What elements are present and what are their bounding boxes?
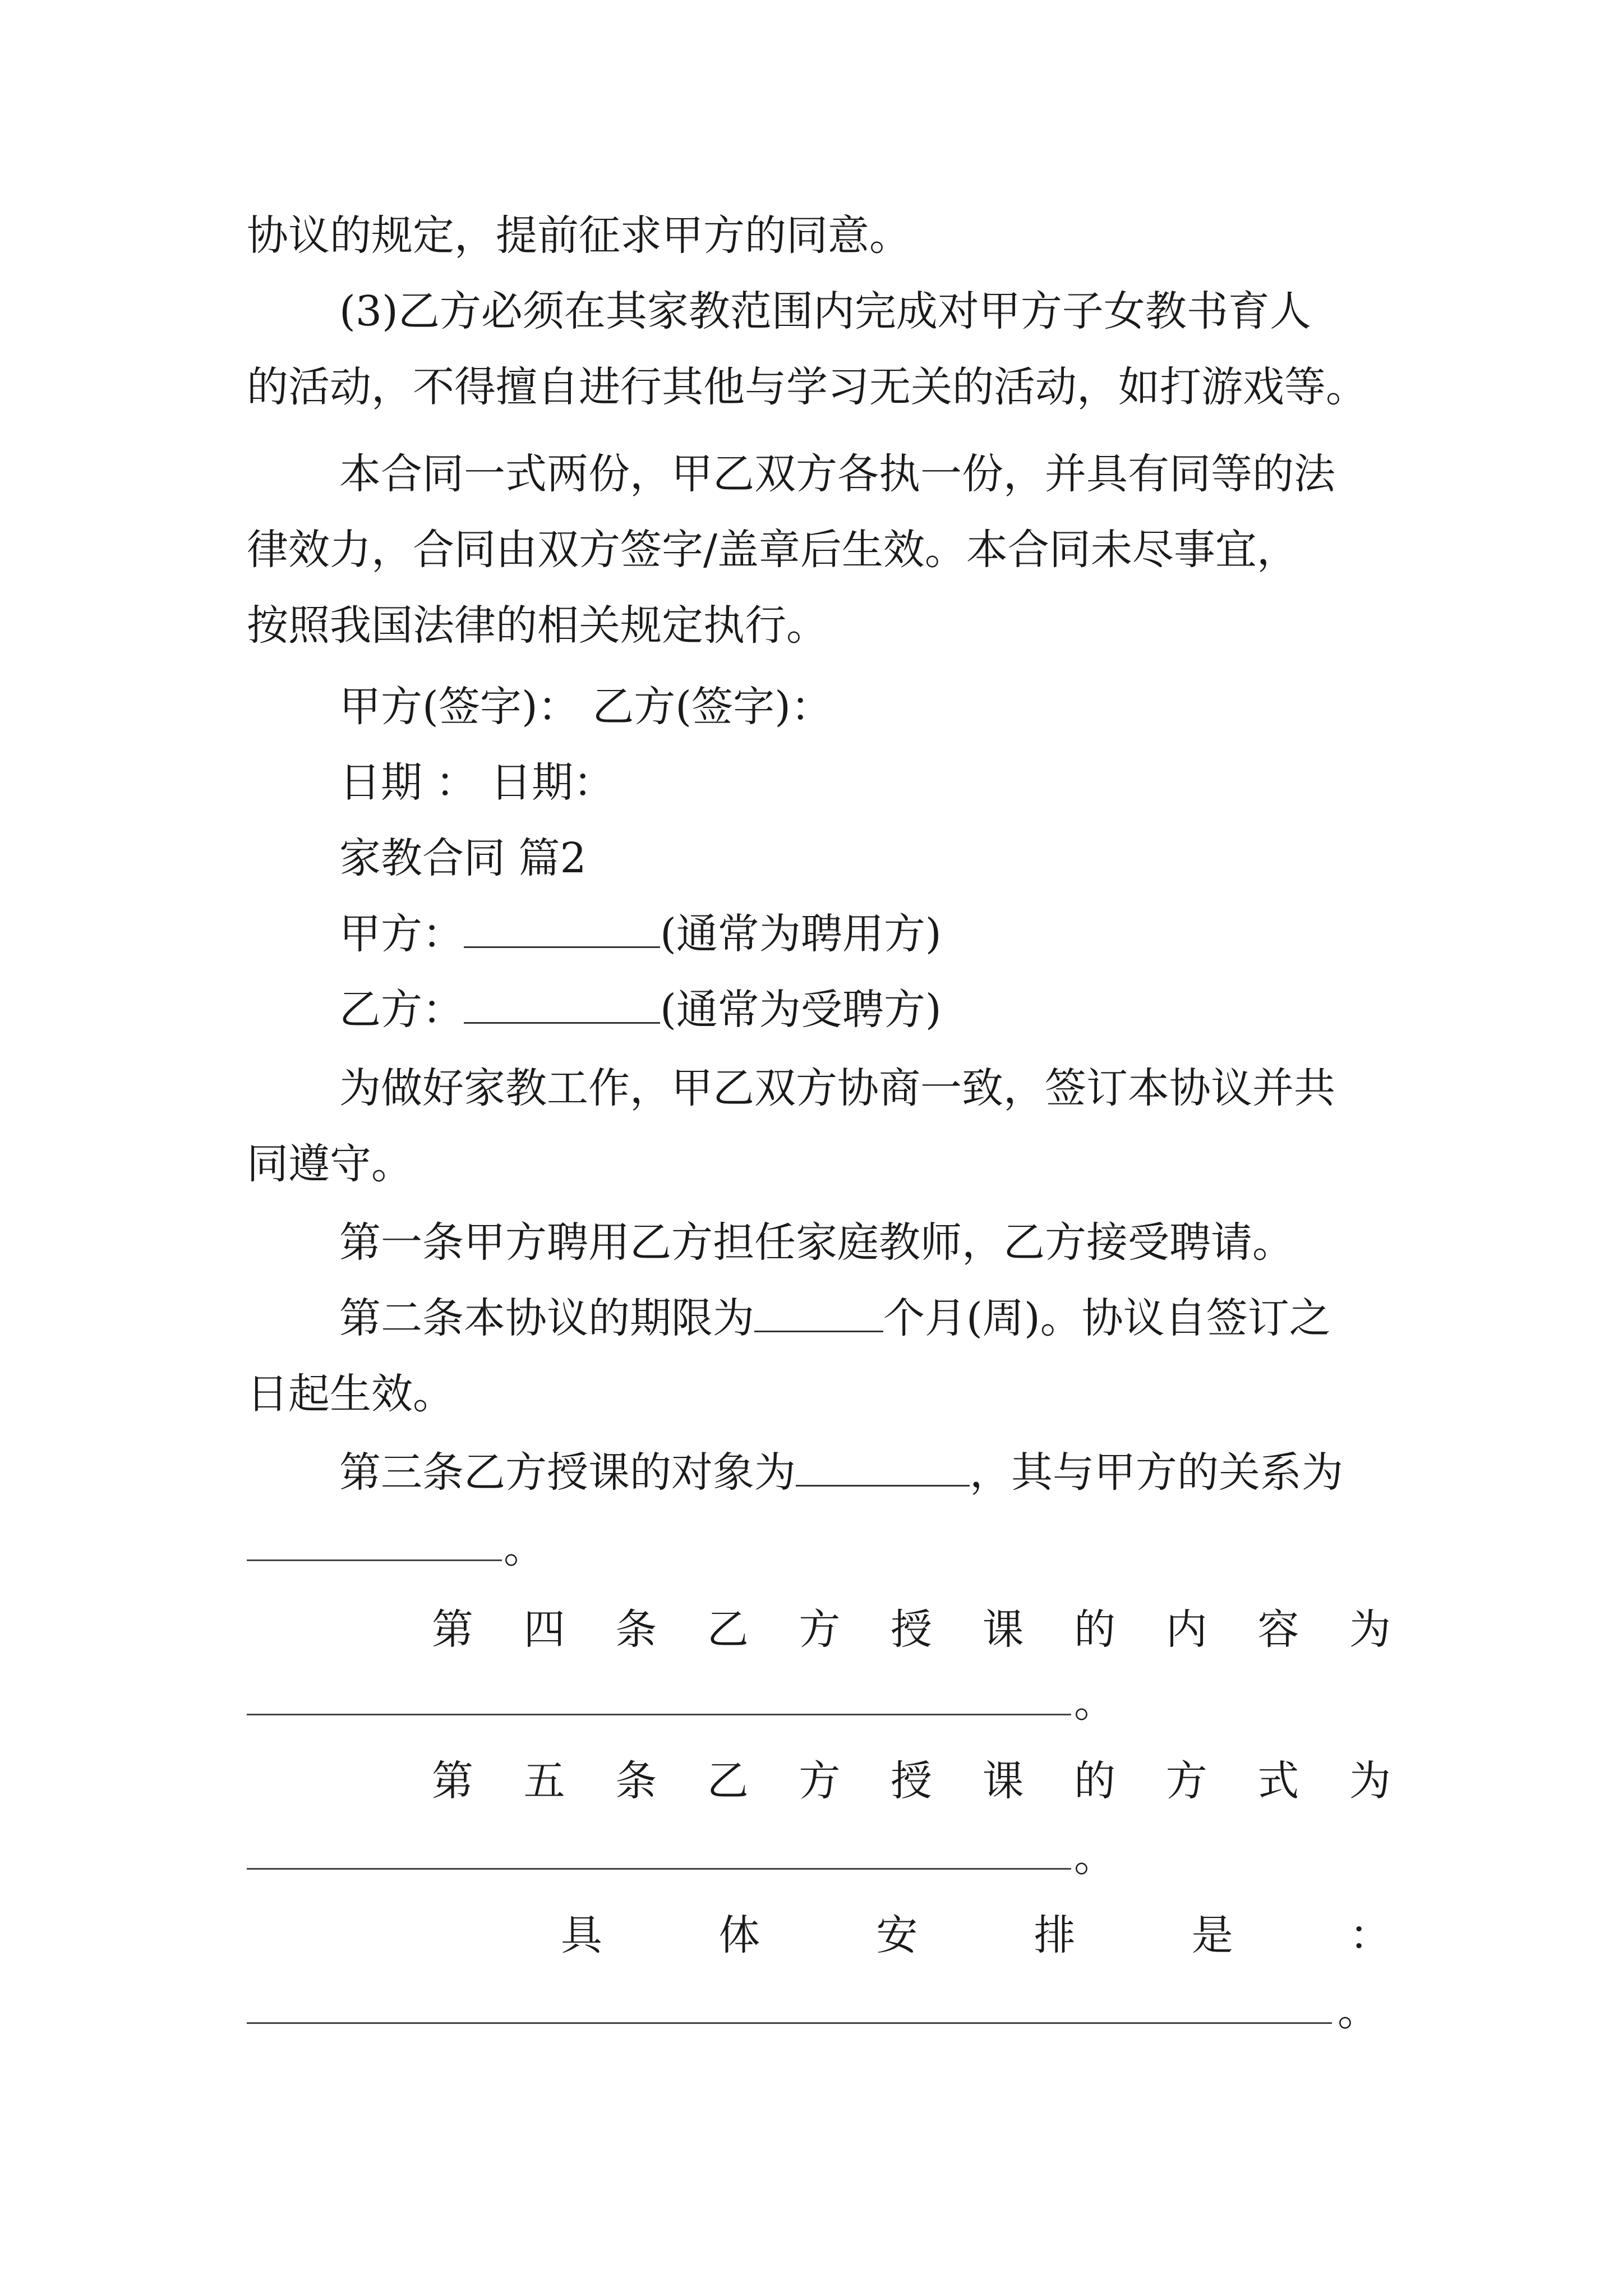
- spaced-char: 式: [1257, 1757, 1299, 1805]
- blank-underline: [247, 1714, 1071, 1715]
- paragraph-line: 本合同一式两份，甲乙双方各执一份，并具有同等的法: [339, 450, 1335, 498]
- paragraph-line: 同遵守。: [247, 1140, 413, 1188]
- spaced-char: 排: [1034, 1911, 1076, 1959]
- clause-2-text-a: 第二条本协议的期限为: [339, 1294, 754, 1342]
- line-end-mark: 。: [1338, 1987, 1379, 2035]
- party-a-line: [339, 903, 1391, 965]
- paragraph-line: 的活动，不得擅自进行其他与学习无关的活动，如打游戏等。: [247, 363, 1367, 411]
- spaced-char: 的: [1074, 1757, 1116, 1805]
- spaced-char: 体: [718, 1911, 760, 1959]
- spaced-char: 课: [982, 1757, 1024, 1805]
- line-end-mark: 。: [1074, 1833, 1115, 1881]
- spaced-char: 授: [890, 1605, 932, 1654]
- section-heading: 家教合同 篇2: [339, 834, 587, 882]
- party-a-blank: [464, 909, 660, 948]
- clause-3-text-b: ，其与甲方的关系为: [970, 1448, 1343, 1497]
- spaced-char: 的: [1074, 1605, 1116, 1654]
- blank-underline: [247, 2022, 1332, 2024]
- signature-line: 甲方(签字)： 乙方(签字)：: [339, 683, 833, 731]
- party-b-line: [339, 979, 1391, 1041]
- party-a-note: (通常为聘用方): [660, 910, 942, 958]
- spaced-char: 乙: [707, 1757, 749, 1805]
- clause-1: 第一条甲方聘用乙方担任家庭教师，乙方接受聘请。: [339, 1218, 1294, 1267]
- clause-3-blank: [796, 1448, 970, 1487]
- clause-2: [339, 1287, 1391, 1349]
- spaced-char: 为: [1349, 1757, 1391, 1805]
- spaced-char: 安: [876, 1911, 918, 1959]
- arrangement-line: [561, 1904, 1391, 1966]
- spaced-char: 第: [432, 1605, 473, 1654]
- party-b-blank: [464, 985, 660, 1024]
- spaced-char: 容: [1257, 1605, 1299, 1654]
- spaced-char: 乙: [707, 1605, 749, 1654]
- paragraph-line: 协议的规定，提前征求甲方的同意。: [247, 211, 911, 260]
- spaced-char: 内: [1165, 1605, 1207, 1654]
- spaced-char: 是: [1191, 1911, 1233, 1959]
- clause-2-text-b: 个月(周)。协议自签订之: [883, 1294, 1331, 1342]
- spaced-char: 方: [1165, 1757, 1207, 1805]
- spaced-char: 方: [799, 1757, 841, 1805]
- party-a-label: 甲方：: [339, 910, 464, 958]
- clause-3: [339, 1442, 1391, 1503]
- spaced-char: 具: [561, 1911, 602, 1959]
- blank-underline: [247, 1868, 1071, 1870]
- spaced-char: 五: [523, 1757, 565, 1805]
- party-b-label: 乙方：: [339, 986, 464, 1034]
- spaced-char: 授: [890, 1757, 932, 1805]
- spaced-char: 条: [615, 1757, 657, 1805]
- line-end-mark: 。: [1074, 1678, 1115, 1727]
- paragraph-line: 日起生效。: [247, 1370, 454, 1418]
- spaced-char: 方: [799, 1605, 841, 1654]
- spaced-char: 第: [432, 1757, 473, 1805]
- spaced-char: ：: [1349, 1911, 1391, 1959]
- party-b-note: (通常为受聘方): [660, 986, 942, 1034]
- spaced-char: 课: [982, 1605, 1024, 1654]
- clause-3-text-a: 第三条乙方授课的对象为: [339, 1448, 796, 1497]
- paragraph-line: 律效力，合同由双方签字/盖章后生效。本合同未尽事宜，: [247, 526, 1298, 574]
- paragraph-line: (3)乙方必须在其家教范围内完成对甲方子女教书育人: [339, 287, 1311, 335]
- paragraph-line: 按照我国法律的相关规定执行。: [247, 601, 828, 650]
- date-line: 日期 ： 日期：: [339, 758, 615, 807]
- blank-underline: [247, 1559, 502, 1561]
- paragraph-line: 为做好家教工作，甲乙双方协商一致，签订本协议并共: [339, 1064, 1335, 1112]
- spaced-char: 条: [615, 1605, 657, 1654]
- clause-2-blank: [754, 1294, 883, 1332]
- clause-5: [432, 1750, 1391, 1812]
- spaced-char: 为: [1349, 1605, 1391, 1654]
- clause-4: [432, 1599, 1391, 1660]
- line-end-mark: 。: [504, 1524, 545, 1572]
- spaced-char: 四: [523, 1605, 565, 1654]
